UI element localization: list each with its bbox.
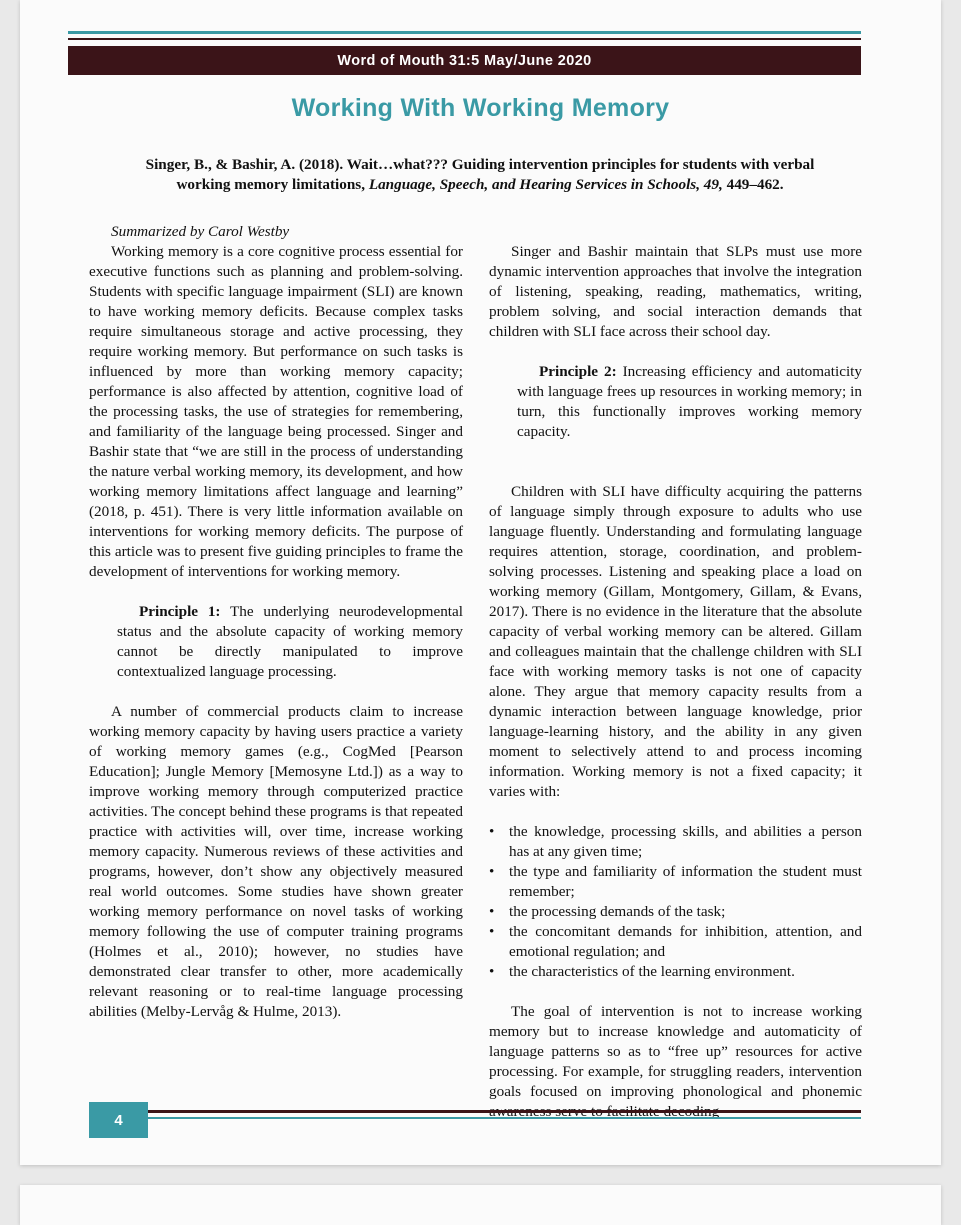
list-item: • the concomitant demands for inhibition, attention, and emotional regulation; and — [489, 922, 862, 962]
footer-rule-dark — [148, 1110, 861, 1113]
right-column — [489, 242, 862, 1122]
sli-paragraph: Children with SLI have difficulty acquiring the patterns of language simply through exposure to adults who use language fluently. Understanding and formulating language requires attention, storage, coordination, and problem-solving processes. Listening and speaking place a load on working memory (Gillam, Montgomery, Gillam, & Evans, 2017). There is no evidence in the literature that the absolute capacity of verbal working memory can be altered. Gillam and colleagues maintain that the challenge children with SLI face with working memory tasks is not one of capacity alone. They argue that memory capacity results from a dynamic interaction between language knowledge, prior language-learning history, and the ability in any given moment to selectively attend to and process incoming information. Working memory is not a fixed capacity; it varies with: — [489, 483, 862, 800]
principle-2 — [489, 362, 862, 442]
footer-rule-teal — [148, 1117, 861, 1119]
summarized-by: Summarized by Carol Westby — [111, 223, 290, 240]
header-rule-teal — [68, 31, 861, 34]
dynamic-intervention-paragraph: Singer and Bashir maintain that SLPs must use more dynamic intervention approaches that involve the integration of listening, speaking, reading, mathematics, writing, problem solving, and social interaction demands that children with SLI face across their school day. — [489, 243, 862, 340]
principle-2-label: Principle 2: — [539, 363, 617, 380]
list-item: • the type and familiarity of information the student must remember; — [489, 862, 862, 902]
list-item: • the characteristics of the learning environment. — [489, 962, 862, 982]
capacity-factors-list — [489, 822, 862, 982]
list-item: • the processing demands of the task; — [489, 902, 862, 922]
page-number: 4 — [89, 1102, 148, 1138]
principle-1-label: Principle 1: — [139, 603, 221, 620]
intervention-goal-paragraph: The goal of intervention is not to increase working memory but to increase knowledge and automaticity of language patterns so as to “free up” resources for active processing. For example, for struggling readers, intervention goals focused on improving phonological and phonemic — [489, 1003, 862, 1100]
principle-1 — [89, 602, 463, 682]
intro-paragraph: Working memory is a core cognitive process essential for executive functions such as planning and problem-solving. Students with specific language impairment (SLI) are known to have working memory deficits. Because complex tasks require simultaneous storage and active processing, they require working memory. But performance on such tasks is influenced by more than working memory capacity; performance is also affected by attention, cognitive load of the processing tasks, the use of strategies for remembering, and familiarity of the language being processed. Singer and Bashir state that “we are still in the process of understanding the nature verbal working memory, its development, and how working memory limitations affect language and learning” (2018, p. 451). There is very little information available on interventions for working memory deficits. The purpose of this article was to present five guiding principles to frame the development of interventions for working memory. — [89, 243, 463, 580]
principle-2-text: Increasing efficiency and automaticity with language frees up resources in working memory; in turn, this functionally improves working memory capacity. — [517, 363, 862, 440]
citation — [140, 155, 820, 195]
citation-journal: Language, Speech, and Hearing Services in Schools, 49, — [368, 176, 723, 193]
next-page-edge — [20, 1185, 941, 1225]
journal-banner: Word of Mouth 31:5 May/June 2020 — [68, 46, 861, 75]
list-item: • the knowledge, processing skills, and abilities a person has at any given time; — [489, 822, 862, 862]
citation-pages: 449–462. — [726, 176, 784, 193]
left-column — [89, 222, 463, 1022]
citation-authors-title: Singer, B., & Bashir, A. (2018). Wait…what??? Guiding intervention principles for students with verbal working memory limitations, — [145, 156, 815, 193]
commercial-products-paragraph: A number of commercial products claim to increase working memory capacity by having users practice a variety of working memory games (e.g., CogMed [Pearson Education]; Jungle Memory [Memosyne Ltd.]) as a way to improve working memory through computerized practice activities. The concept behind these programs is that repeated practice with activities will, over time, increase working memory capacity. Numerous reviews of these activities and programs, however, don’t show any objectively measured real world outcomes. Some studies have shown greater working memory performance on novel tasks of working memory following the use of computer training programs (Holmes et al., 2010); however, no studies have demonstrated clear transfer to other, more academically relevant reasoning or to real-time language processing abilities (Melby-Lervåg & Hulme, 2013). — [89, 703, 463, 1020]
header-rule-dark — [68, 38, 861, 40]
article-title: Working With Working Memory — [291, 94, 670, 122]
principle-1-text: The underlying neurodevelopmental status and the absolute capacity of working memory cannot be directly manipulated to improve contextualized language processing. — [117, 603, 463, 680]
